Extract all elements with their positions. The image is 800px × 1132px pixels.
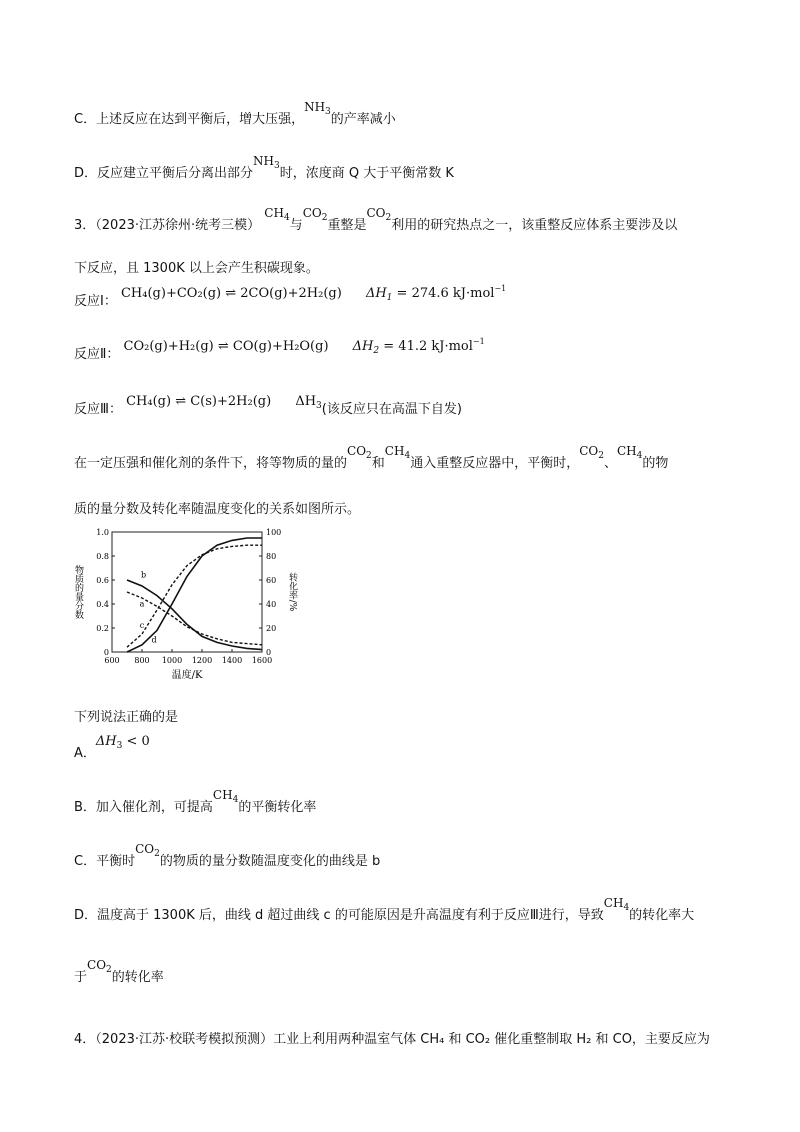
option-b-suffix: 的平衡转化率: [238, 800, 317, 815]
option-d-line2-prefix: 于: [74, 970, 88, 985]
co2-formula: $CO_2$: [302, 206, 328, 223]
y-left-tick-label: 0.2: [96, 624, 109, 633]
para1-b: 通入重整反应器中，平衡时，: [410, 456, 580, 471]
y-left-tick-label: 0: [103, 648, 109, 657]
option-c: [74, 842, 381, 871]
reaction-3-dh: $\Delta H_3$: [295, 394, 322, 411]
y-left-tick-label: 0.6: [96, 576, 109, 585]
reaction-3: [74, 394, 462, 419]
series-a-label: a: [139, 599, 145, 609]
x-axis-label: 温度/K: [171, 670, 203, 681]
option-d: [74, 896, 695, 925]
y-right-tick-label: 20: [266, 624, 277, 633]
ch4-formula: $CH_4$: [264, 206, 290, 223]
series-b-label: b: [140, 570, 147, 580]
reaction-1: [74, 284, 507, 311]
q3-text1: 重整是: [327, 218, 367, 233]
reaction-2: [74, 337, 485, 364]
option-a: [74, 734, 150, 763]
y-right-tick-label: 0: [266, 648, 272, 657]
reaction-3-note: (该反应只在高温下自发): [321, 402, 462, 417]
reaction-1-label: 反应Ⅰ：: [74, 294, 117, 309]
reaction-2-label: 反应Ⅱ：: [74, 347, 120, 362]
q4-text: 4．（2023·江苏·校联考模拟预测）工业上利用两种温室气体 CH₄ 和 CO₂ 催化重整制取 H₂ 和 CO，主要反应为: [74, 1032, 710, 1047]
ch4-formula: $CH_4$: [616, 444, 643, 461]
y-left-tick-label: 1.0: [96, 528, 109, 537]
y-left-tick-label: 0.8: [96, 552, 109, 561]
y-left-axis-label: 物质的量分数: [73, 565, 83, 619]
reaction-1-equation: CH₄(g)+CO₂(g) ⇌ 2CO(g)+2H₂(g): [120, 286, 342, 301]
q3-line2: 下反应，且 1300K 以上会产生积碳现象。: [74, 261, 319, 276]
option-d-line2-suffix: 的转化率: [111, 970, 164, 985]
series-c-line: [127, 545, 262, 647]
para1-end: 的物: [642, 456, 669, 471]
y-left-tick-label: 0.4: [96, 600, 109, 609]
ch4-formula: $CH_4$: [384, 444, 411, 461]
chart: [72, 520, 297, 690]
option-c-previous: [74, 100, 396, 129]
plot-frame: [112, 532, 262, 652]
y-right-tick-label: 40: [266, 600, 277, 609]
co2-formula: $CO_2$: [579, 444, 604, 461]
x-tick-label: 800: [134, 656, 150, 665]
nh3-formula: $NH_3$: [253, 154, 280, 171]
x-tick-label: 600: [104, 656, 120, 665]
reaction-1-dh: $\Delta H_1 = 274.6$ kJ·mol$^{-1}$: [365, 284, 507, 303]
nh3-formula: $NH_3$: [304, 100, 331, 117]
co2-formula: $CO_2$: [87, 958, 112, 975]
option-c-suffix-q3: 的物质的量分数随温度变化的曲线是 b: [159, 854, 381, 869]
co2-formula: $CO_2$: [366, 206, 392, 223]
reaction-2-dh: $\Delta H_2 = 41.2$ kJ·mol$^{-1}$: [352, 337, 485, 356]
option-d-line2: [74, 958, 164, 987]
q3-paragraph-line2: 质的量分数及转化率随温度变化的关系如图所示。: [74, 502, 361, 517]
y-right-axis-label: 转化率/%: [287, 572, 297, 612]
ch4-formula: $CH_4$: [212, 788, 239, 805]
option-a-math: $\Delta H_3 < 0$: [95, 734, 150, 751]
option-d-previous: [74, 154, 454, 183]
q3-with: 与: [289, 218, 303, 233]
option-d-prefix: D．反应建立平衡后分离出部分: [74, 166, 254, 181]
reaction-3-equation: CH₄(g) ⇌ C(s)+2H₂(g): [126, 394, 272, 409]
q3-line1: [74, 206, 678, 235]
reaction-2-equation: CO₂(g)+H₂(g) ⇌ CO(g)+H₂O(g): [123, 339, 329, 354]
x-tick-label: 1400: [221, 656, 243, 665]
series-a-line: [127, 592, 262, 645]
option-d-line1-end: 的转化率大: [629, 908, 695, 923]
y-right-tick-label: 80: [266, 552, 277, 561]
ch4-formula: $CH_4$: [603, 896, 630, 913]
x-tick-label: 1600: [251, 656, 273, 665]
q3-question: 下列说法正确的是: [74, 710, 179, 725]
x-tick-label: 1000: [161, 656, 183, 665]
co2-formula: $CO_2$: [135, 842, 160, 859]
q3-paragraph-line1: [74, 444, 669, 473]
option-d-suffix: 时，浓度商 Q 大于平衡常数 K: [279, 166, 454, 181]
para1-and: 和: [371, 456, 385, 471]
option-a-label: A．: [74, 746, 96, 761]
reaction-3-label: 反应Ⅲ：: [74, 402, 122, 417]
option-c-prefix-q3: C．平衡时: [74, 854, 136, 869]
option-c-suffix: 的产率减小: [330, 112, 396, 127]
q3-source: （2023·江苏徐州·统考三模）: [95, 218, 261, 233]
y-right-tick-label: 100: [266, 528, 282, 537]
q3-number: 3．: [74, 218, 96, 233]
option-b: [74, 788, 317, 817]
option-d-line1: D．温度高于 1300K 后，曲线 d 超过曲线 c 的可能原因是升高温度有利于反应Ⅲ进行，导致: [74, 908, 604, 923]
para1-sep: 、: [603, 456, 617, 471]
q3-text2: 利用的研究热点之一，该重整反应体系主要涉及以: [391, 218, 678, 233]
option-b-prefix: B．加入催化剂，可提高: [74, 800, 213, 815]
para1-text: 在一定压强和催化剂的条件下，将等物质的量的: [74, 456, 348, 471]
series-c-label: c: [139, 621, 145, 630]
x-tick-label: 1200: [191, 656, 213, 665]
option-c-prefix: C．上述反应在达到平衡后，增大压强，: [74, 112, 305, 127]
co2-formula: $CO_2$: [347, 444, 372, 461]
series-d-line: [127, 538, 262, 652]
y-right-tick-label: 60: [266, 576, 277, 585]
series-d-label: d: [151, 635, 157, 645]
